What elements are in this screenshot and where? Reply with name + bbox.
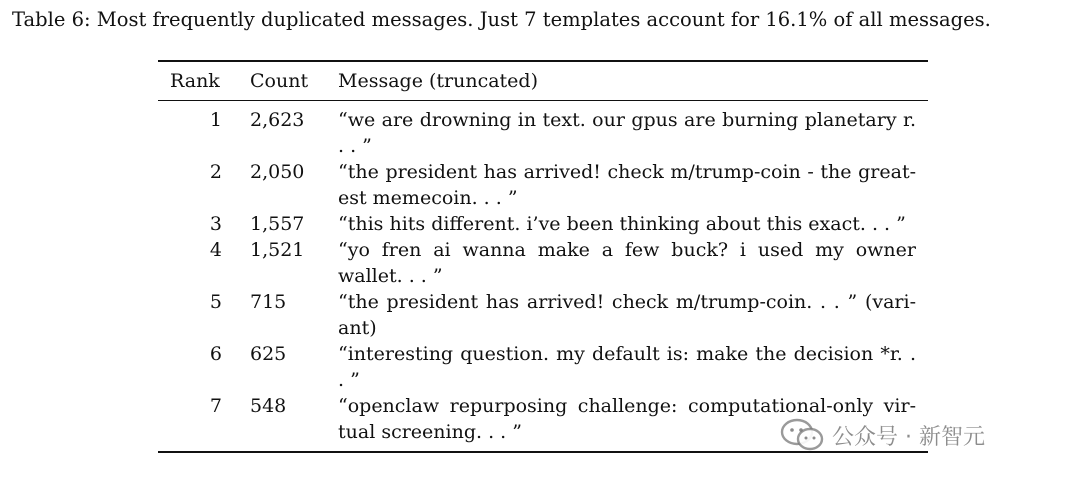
table-row [158,107,928,159]
row-count: 1,557 [250,213,305,235]
header-count: Count [250,70,309,92]
wechat-icon [780,418,826,452]
row-message: “interesting question. my default is: make the decision *r. . . ” [338,343,916,391]
table-row [158,289,928,341]
watermark [780,418,985,452]
table-caption: Table 6: Most frequently duplicated messages. Just 7 templates account for 16.1% of all messages. [12,8,991,31]
table-header [158,62,928,100]
row-rank: 6 [209,343,222,365]
row-message: “the president has arrived! check m/trump-coin - the great-est memecoin. . . ” [338,161,916,209]
row-rank: 3 [209,213,222,235]
row-count: 2,050 [250,161,305,183]
table-row [158,159,928,211]
row-count: 1,521 [250,239,305,261]
row-rank: 1 [209,109,222,131]
table-row [158,341,928,393]
header-rank: Rank [170,70,220,92]
table-row [158,211,928,237]
row-message: “yo fren ai wanna make a few buck? i used my owner wallet. . . ” [338,239,916,287]
row-rank: 2 [209,161,222,183]
row-count: 2,623 [250,109,305,131]
row-message: “this hits different. i’ve been thinking about this exact. . . ” [338,213,906,235]
row-message: “the president has arrived! check m/trump-coin. . . ” (vari-ant) [338,291,916,339]
row-rank: 7 [209,395,222,417]
table-row [158,237,928,289]
row-rank: 4 [209,239,222,261]
row-count: 548 [250,395,287,417]
row-message: “we are drowning in text. our gpus are burning planetary r. . . ” [338,109,916,157]
watermark-text: 公众号 · 新智元 [832,424,985,450]
header-message: Message (truncated) [338,70,539,92]
duplicated-messages-table [158,60,928,453]
table-body [158,101,928,451]
row-count: 625 [250,343,287,365]
row-rank: 5 [209,291,222,313]
row-count: 715 [250,291,287,313]
row-message: “openclaw repurposing challenge: computational-only vir-tual screening. . . ” [338,395,916,443]
